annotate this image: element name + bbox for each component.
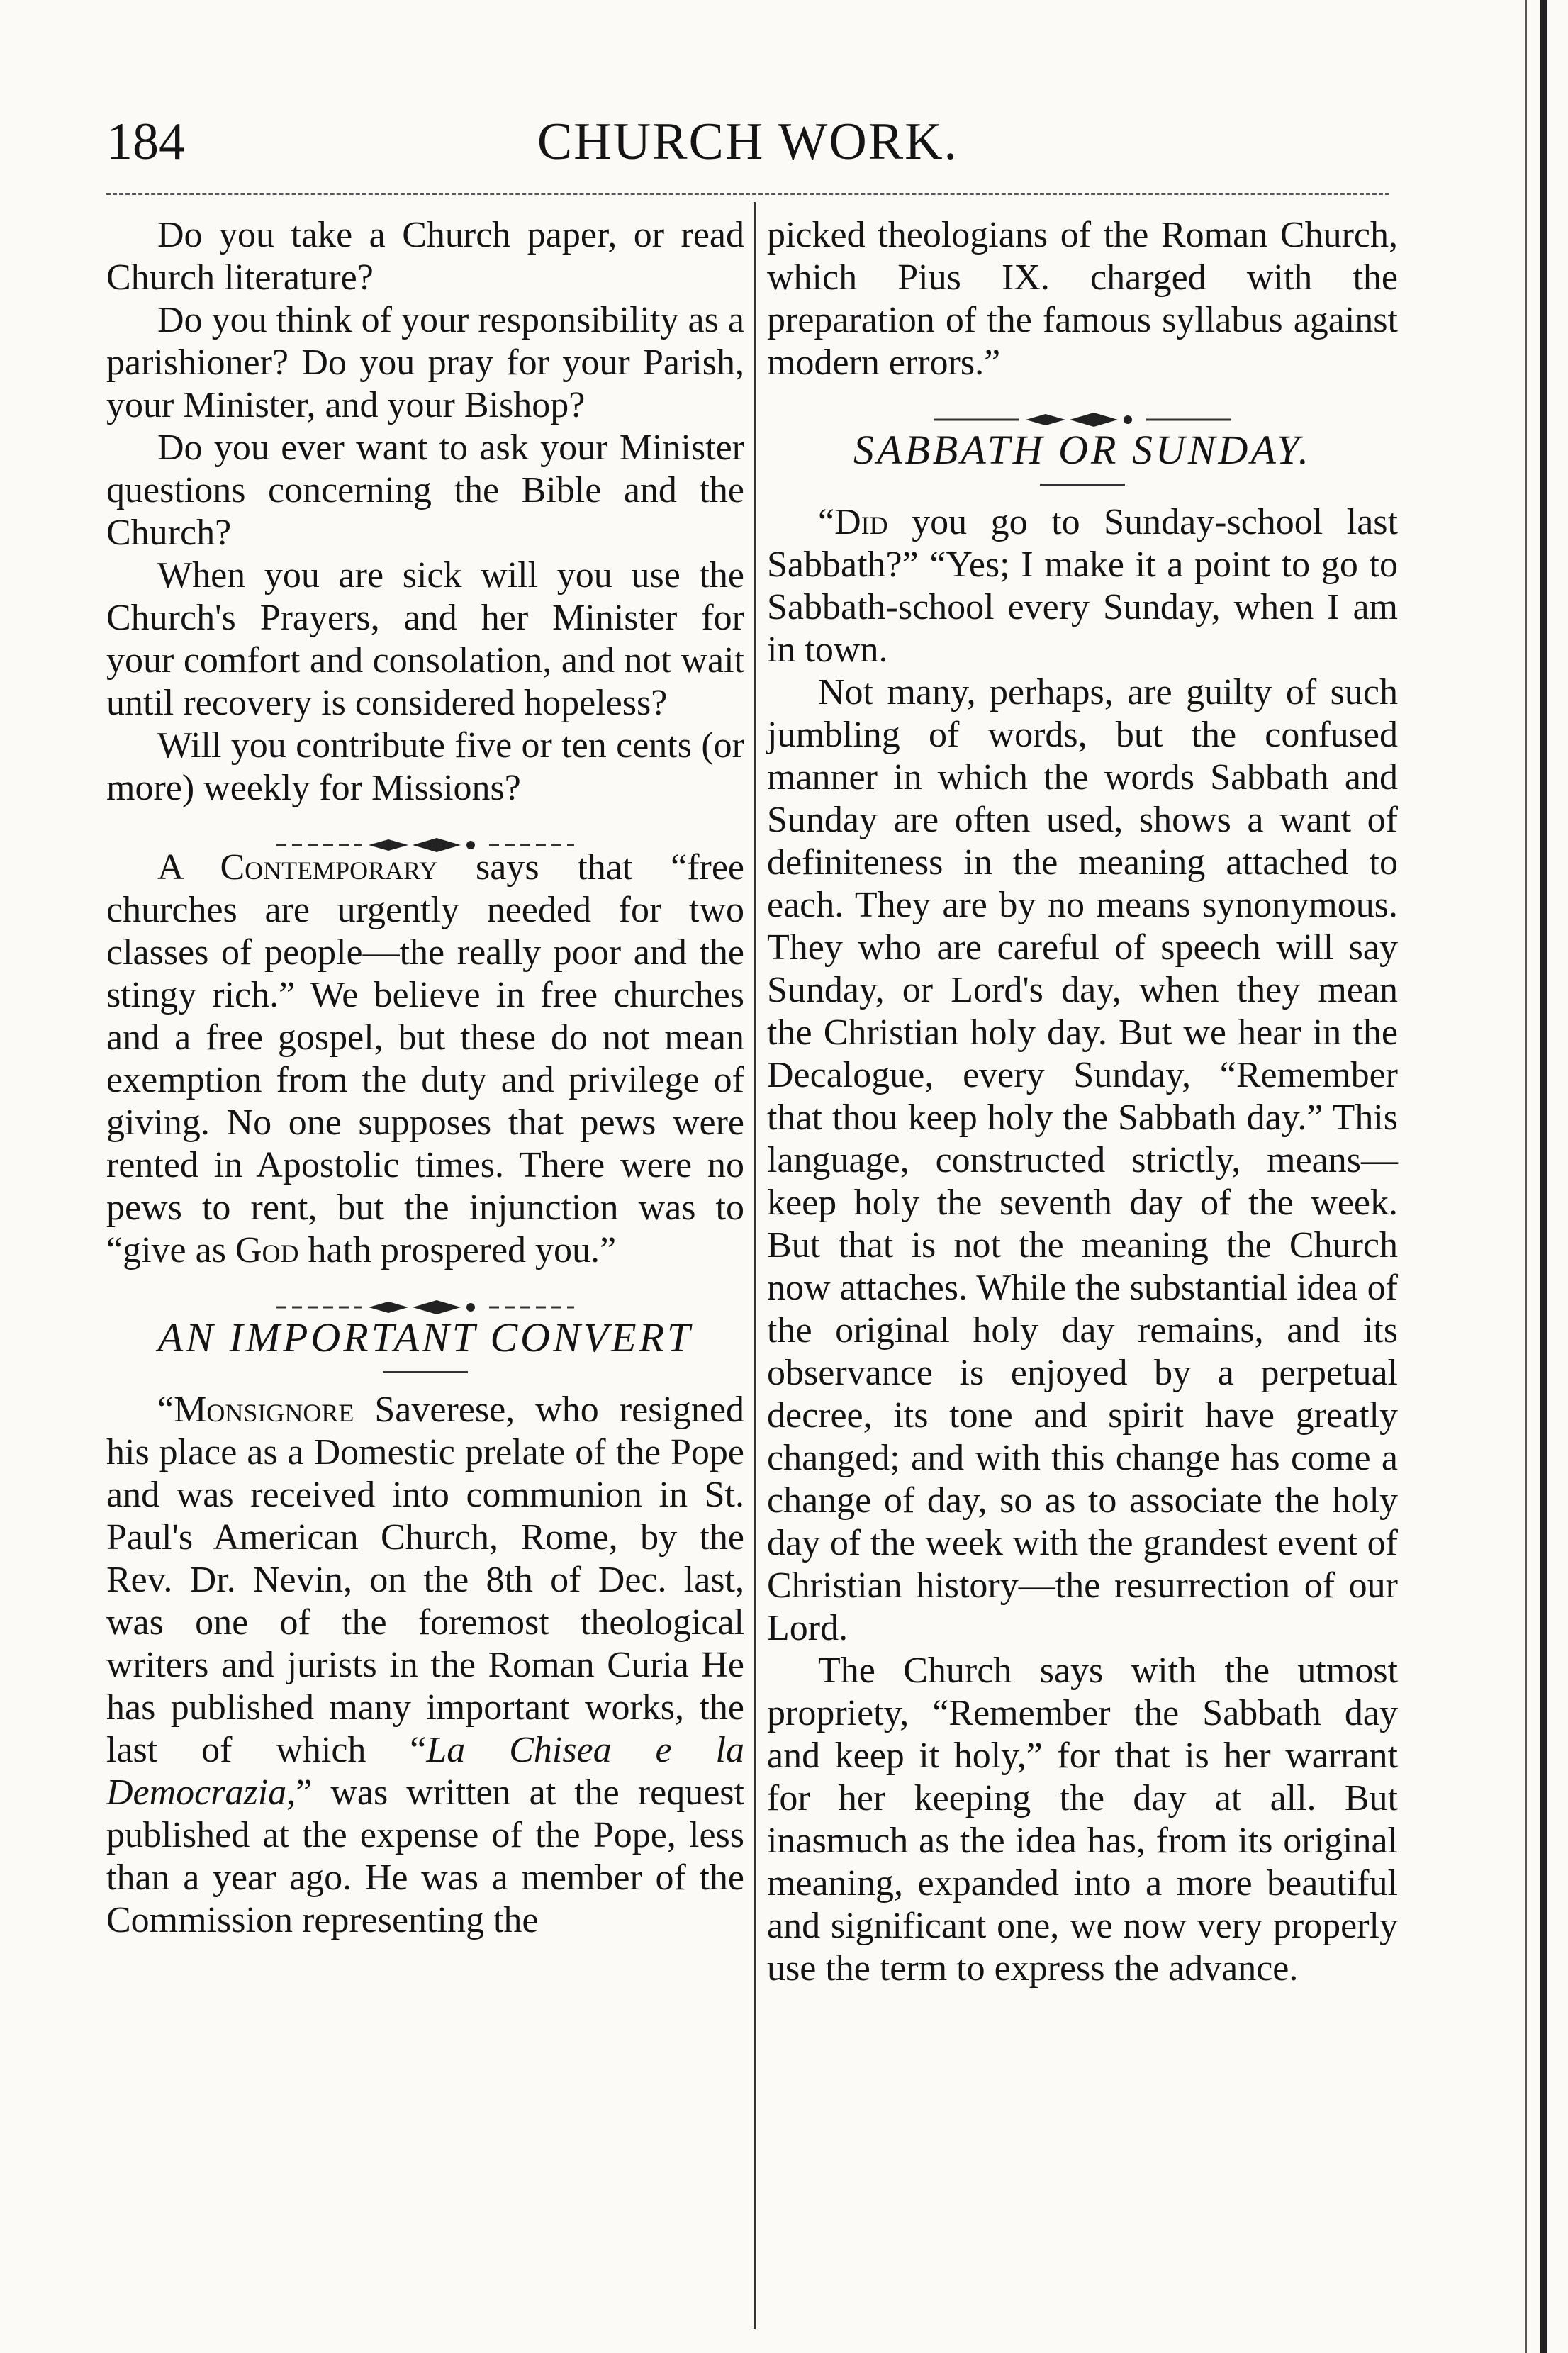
convert-lead-in: “Monsignore xyxy=(157,1390,354,1430)
question-paragraph: Do you think of your responsibility as a parishioner? Do you pray for your Parish, your Minister, and your Bishop? xyxy=(106,300,744,425)
question-paragraph: Do you take a Church paper, or read Church literature? xyxy=(106,215,744,298)
binding-edge-rule-thin xyxy=(1525,0,1527,2353)
running-head: CHURCH WORK. xyxy=(537,113,959,171)
right-column xyxy=(767,214,1398,1990)
title-rule xyxy=(1040,484,1125,486)
convert-paragraph xyxy=(106,1389,744,1942)
question-paragraph: Will you contribute five or ten cents (or more) weekly for Missions? xyxy=(106,725,744,808)
ornament-divider xyxy=(767,396,1398,413)
column-divider xyxy=(754,202,756,2329)
binding-edge-rule xyxy=(1540,0,1547,2353)
convert-continued-paragraph: picked theologians of the Roman Church, which Pius IX. charged with the preparation of the famous syllabus against modern errors.” xyxy=(767,215,1398,383)
header-rule xyxy=(106,193,1389,195)
page-header xyxy=(106,106,1389,184)
title-rule xyxy=(383,1371,468,1373)
god-small-caps: God xyxy=(235,1230,299,1270)
contemporary-text: says that “free churches are urgently needed for two classes of people—the really poor and the stingy rich.” We believe in free churches and a free gospel, but these do not mean exemption from the duty and privilege of giving. No one supposes that pews were rented in Apostolic times. There were no pews to rent, but the injunction was to “give as xyxy=(106,847,744,1270)
left-column xyxy=(106,214,744,1942)
question-paragraph: Do you ever want to ask your Minister questions concerning the Bible and the Church? xyxy=(106,427,744,553)
ornament-divider xyxy=(106,1283,744,1300)
question-paragraph: When you are sick will you use the Church's Prayers, and her Minister for your comfort and consolation, and not wait until recovery is considered hopeless? xyxy=(106,555,744,723)
sabbath-paragraph-2: Not many, perhaps, are guilty of such jumbling of words, but the confused manner in which the words Sabbath and Sunday are often used, shows a want of definiteness in the meaning attached to each. They are by no means synonymous. They who are careful of speech will say Sunday, or Lord's day, when they mean the Christian holy day. But we hear in the Decalogue, every Sunday, “Remember that thou keep holy the Sabbath day.” This language, constructed strictly, means—keep holy the seventh day of the week. But that is not the meaning the Church now attaches. While the substantial idea of the original holy day remains, and its observance is enjoyed by a perpetual decree, its tone and spirit have greatly changed; and with this change has come a change of day, so as to associate the holy day of the week with the grandest event of Christian history—the resurrection of our Lord. xyxy=(767,672,1398,1648)
ornament-divider xyxy=(106,821,744,838)
page-number: 184 xyxy=(106,113,185,171)
contemporary-paragraph xyxy=(106,846,744,1272)
contemporary-lead-in: A Contemporary xyxy=(157,847,438,888)
convert-text-end: ” was written at the request published at the expense of the Pope, less than a year ago. He was a member of the Commission representing the xyxy=(106,1772,744,1940)
section-title-sabbath-or-sunday: SABBATH OR SUNDAY. xyxy=(853,427,1312,473)
sabbath-lead-in: “Did xyxy=(818,502,888,542)
convert-text: Saverese, who resigned his place as a Domestic prelate of the Pope and was received into communion in St. Paul's American Church, Rome, by the Rev. Dr. Nevin, on the 8th of Dec. last, was one of the foremost theological writers and jurists in the Roman Curia He has published many important works, the last of which “ xyxy=(106,1390,744,1770)
sabbath-paragraph-1 xyxy=(767,501,1398,671)
sabbath-paragraph-3: The Church says with the utmost propriety, “Remember the Sabbath day and keep it holy,” for that is her warrant for her keeping the day at all. But inasmuch as the idea has, from its original meaning, expanded into a more beautiful and significant one, we now very properly use the term to express the advance. xyxy=(767,1650,1398,1989)
section-title-important-convert: AN IMPORTANT CONVERT xyxy=(157,1314,693,1360)
book-title: La Chisea e la Democrazia, xyxy=(106,1730,744,1813)
contemporary-text-end: hath prospered you.” xyxy=(298,1230,617,1270)
sabbath-text-1: you go to Sunday-school last Sabbath?” “Yes; I make it a point to go to Sabbath-school every Sunday, when I am in town. xyxy=(767,502,1398,670)
